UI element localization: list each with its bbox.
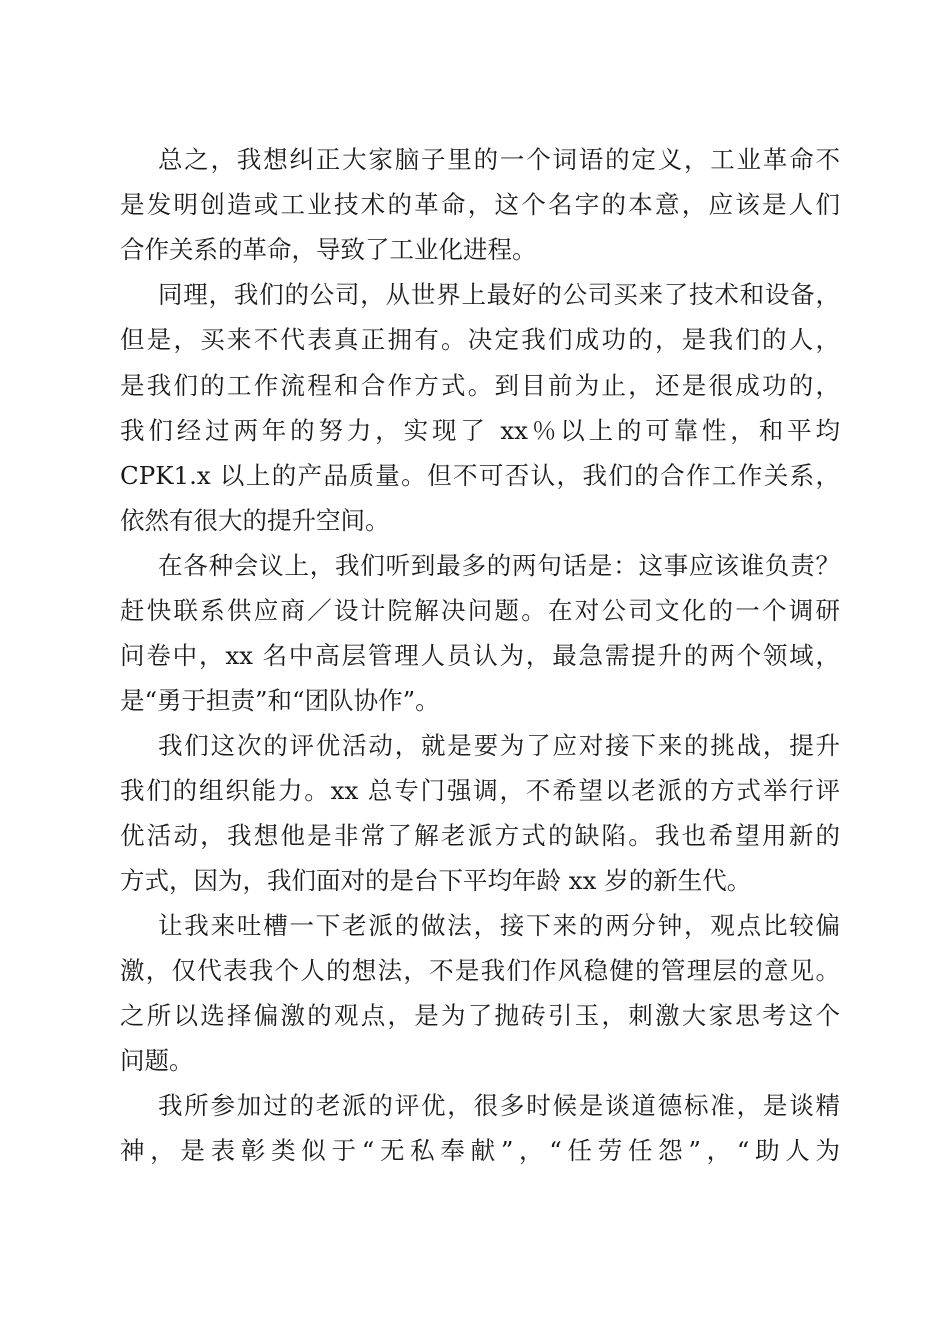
paragraph-2-line-2: 但是，买来不代表真正拥有。决定我们成功的，是我们的人， [120, 325, 840, 354]
paragraph-2-line-4: 我们经过两年的努力，实现了 xx％以上的可靠性，和平均 [120, 416, 840, 445]
paragraph-4-line-2: 我们的组织能力。xx 总专门强调，不希望以老派的方式举行评 [120, 776, 840, 805]
paragraph-3-line-2: 赶快联系供应商／设计院解决问题。在对公司文化的一个调研 [120, 596, 840, 625]
paragraph-2-line-5: CPK1.x 以上的产品质量。但不可否认，我们的合作工作关系， [120, 461, 840, 490]
paragraph-5-line-3: 之所以选择偏激的观点，是为了抛砖引玉，刺激大家思考这个 [120, 1001, 840, 1030]
paragraph-3-line-4: 是“勇于担责”和“团队协作”。 [120, 686, 440, 715]
paragraph-3-line-1: 在各种会议上，我们听到最多的两句话是：这事应该谁负责？ [158, 551, 840, 580]
paragraph-2-line-1: 同理，我们的公司，从世界上最好的公司买来了技术和设备， [158, 280, 840, 309]
paragraph-1-line-1: 总之，我想纠正大家脑子里的一个词语的定义，工业革命不 [158, 145, 840, 174]
paragraph-2-line-3: 是我们的工作流程和合作方式。到目前为止，还是很成功的， [120, 371, 840, 400]
paragraph-4-line-4: 方式，因为，我们面对的是台下平均年龄 xx 岁的新生代。 [120, 866, 752, 895]
paragraph-3-line-3: 问卷中，xx 名中高层管理人员认为，最急需提升的两个领域， [120, 641, 840, 670]
paragraph-1-line-2: 是发明创造或工业技术的革命，这个名字的本意，应该是人们 [120, 190, 840, 219]
paragraph-4-line-1: 我们这次的评优活动，就是要为了应对接下来的挑战，提升 [158, 731, 840, 760]
paragraph-2-line-6: 依然有很大的提升空间。 [120, 506, 390, 535]
paragraph-4-line-3: 优活动，我想他是非常了解老派方式的缺陷。我也希望用新的 [120, 821, 840, 850]
paragraph-5-line-2: 激，仅代表我个人的想法，不是我们作风稳健的管理层的意见。 [120, 956, 840, 985]
paragraph-5-line-4: 问题。 [120, 1046, 194, 1075]
paragraph-6-line-1: 我所参加过的老派的评优，很多时候是谈道德标准，是谈精 [158, 1091, 840, 1120]
paragraph-5-line-1: 让我来吐槽一下老派的做法，接下来的两分钟，观点比较偏 [158, 911, 840, 940]
paragraph-6-line-2: 神，是表彰类似于“无私奉献”，“任劳任怨”，“助人为 [120, 1136, 840, 1165]
paragraph-1-line-3: 合作关系的革命，导致了工业化进程。 [120, 235, 537, 264]
